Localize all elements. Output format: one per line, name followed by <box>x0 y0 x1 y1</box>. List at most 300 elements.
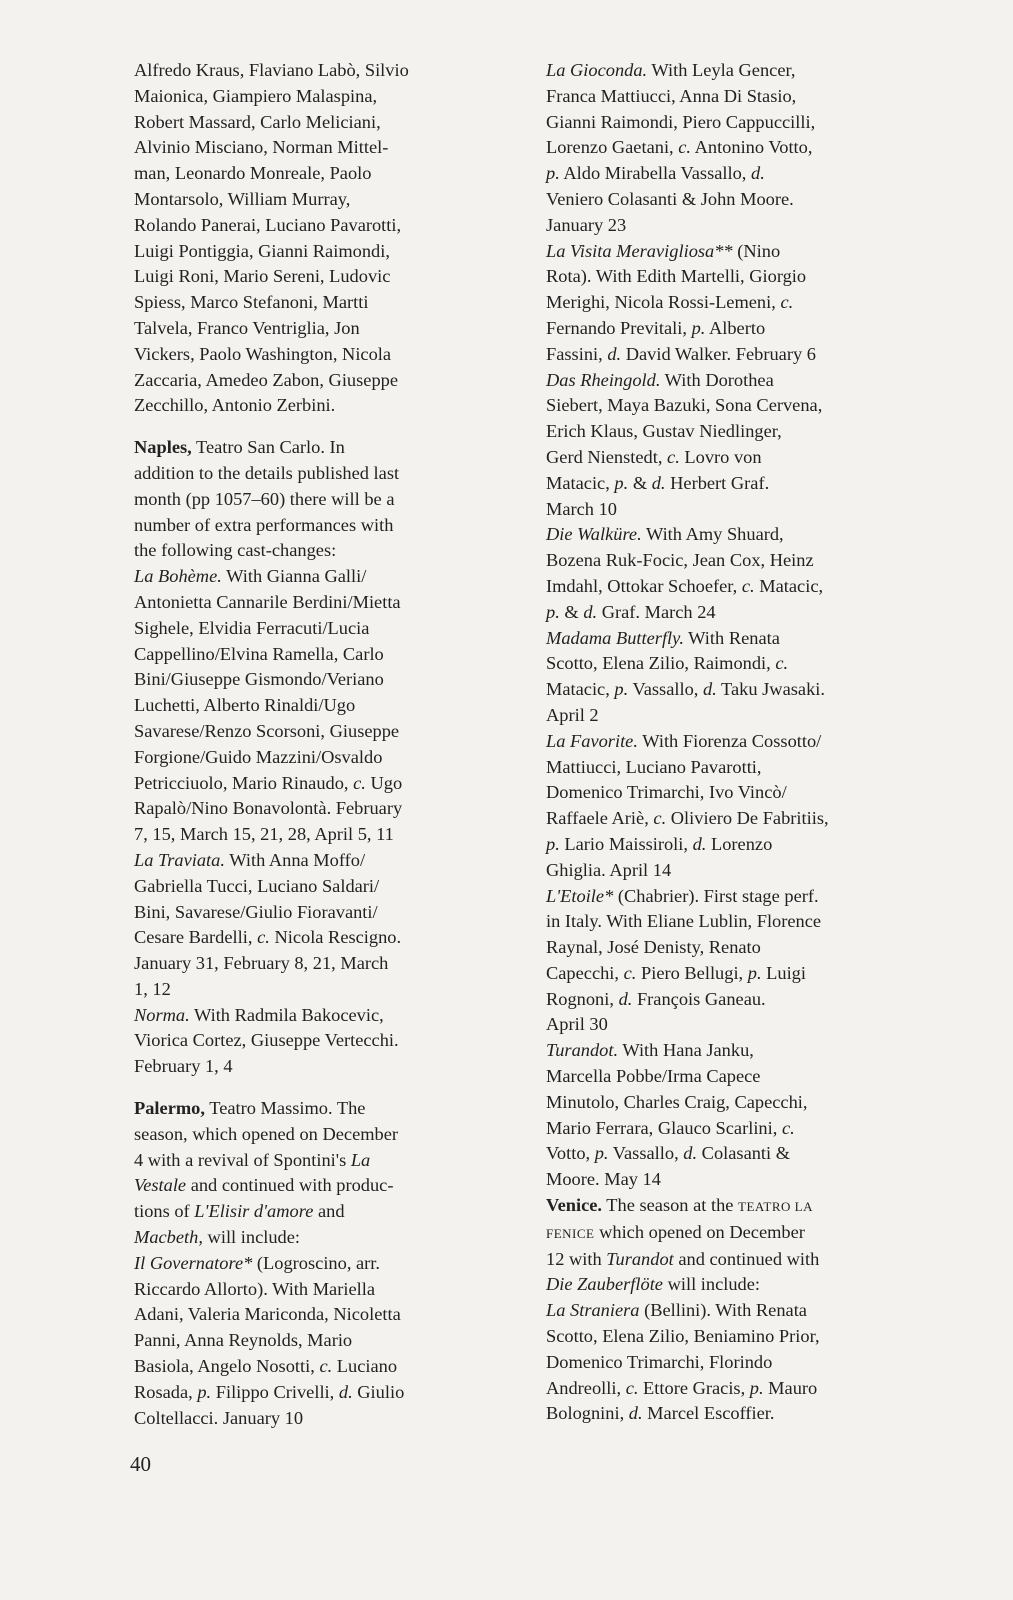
page-number: 40 <box>130 1452 151 1476</box>
italic-run: L'Elisir d'amore <box>194 1201 314 1222</box>
text-run: 4 with a revival of Spontini's <box>134 1149 351 1170</box>
text-line <box>546 1324 936 1350</box>
text-run: Fernando Previtali, <box>546 317 692 338</box>
text-run: Capecchi, <box>546 962 624 983</box>
text-run: Teatro Massimo. The <box>204 1098 366 1119</box>
text-run: Scotto, Elena Zilio, Beniamino Prior, <box>546 1326 820 1347</box>
text-line <box>134 1028 524 1054</box>
text-line <box>134 822 524 848</box>
text-run: With Renata <box>683 627 780 648</box>
text-line <box>134 1251 524 1277</box>
text-line <box>546 1247 936 1273</box>
text-line <box>134 564 524 590</box>
italic-run: La Traviata. <box>134 849 225 870</box>
text-run: Lorenzo <box>706 833 773 854</box>
bold-heading: Naples, <box>134 437 192 458</box>
italic-run: c. <box>775 653 789 674</box>
text-run: season, which opened on December <box>134 1123 399 1144</box>
text-line <box>134 874 524 900</box>
italic-run: p. <box>747 962 762 983</box>
text-line <box>546 1167 936 1193</box>
text-run: February 1, 4 <box>134 1056 233 1077</box>
text-run: Viorica Cortez, Giuseppe Vertecchi. <box>134 1030 399 1051</box>
text-run: With Hana Janku, <box>618 1040 754 1061</box>
italic-run: p. <box>546 601 560 622</box>
text-run: & <box>559 601 584 622</box>
italic-run: p. <box>614 679 629 700</box>
text-line <box>546 342 936 368</box>
text-run: Lovro von <box>679 446 762 467</box>
text-run: Talvela, Franco Ventriglia, Jon <box>134 317 360 338</box>
paragraph <box>134 435 524 1080</box>
small-caps-run: TEATRO LA <box>738 1199 813 1215</box>
text-run: With Amy Shuard, <box>641 524 784 545</box>
text-line <box>134 951 524 977</box>
text-run: Rapalò/Nino Bonavolontà. February <box>134 798 403 819</box>
text-line <box>546 1376 936 1402</box>
italic-run: Madama Butterfly. <box>546 627 684 648</box>
text-line <box>134 1354 524 1380</box>
text-run: Rota). With Edith Martelli, Giorgio <box>546 266 807 287</box>
text-line <box>134 925 524 951</box>
text-run: Alfredo Kraus, Flaviano Labò, Silvio <box>134 60 409 80</box>
text-line <box>134 161 524 187</box>
text-line <box>134 616 524 642</box>
text-run: number of extra performances with <box>134 514 394 535</box>
text-run: Aldo Mirabella Vassallo, <box>559 163 752 184</box>
text-run: Adani, Valeria Mariconda, Nicoletta <box>134 1304 401 1325</box>
text-line <box>546 1401 936 1427</box>
text-run: tions of <box>134 1201 195 1222</box>
text-line <box>134 745 524 771</box>
text-line <box>134 290 524 316</box>
text-run: will include: <box>662 1274 761 1295</box>
text-run: Alberto <box>705 317 766 338</box>
right-column <box>546 58 936 1443</box>
text-line <box>134 110 524 136</box>
text-run: 1, 12 <box>134 978 171 999</box>
text-line <box>134 848 524 874</box>
text-run: Zaccaria, Amedeo Zabon, Giuseppe <box>134 369 398 390</box>
text-line <box>546 626 936 652</box>
text-run: Forgione/Guido Mazzini/Osvaldo <box>134 746 383 767</box>
text-line <box>546 703 936 729</box>
text-line <box>134 187 524 213</box>
italic-run: c. <box>780 292 794 313</box>
italic-run: d. <box>338 1381 353 1402</box>
text-run: Lario Maissiroli, <box>559 833 693 854</box>
text-line <box>134 239 524 265</box>
text-run: month (pp 1057–60) there will be a <box>134 488 395 509</box>
text-run: Domenico Trimarchi, Ivo Vincò/ <box>546 782 787 803</box>
italic-run: c. <box>653 808 667 829</box>
italic-run: p. <box>546 163 560 184</box>
text-line <box>546 368 936 394</box>
text-run: Piero Bellugi, <box>636 962 748 983</box>
text-run: Robert Massard, Carlo Meliciani, <box>134 111 381 132</box>
text-run: Luchetti, Alberto Rinaldi/Ugo <box>134 695 356 716</box>
text-run: Ettore Gracis, <box>638 1377 750 1398</box>
text-line <box>134 58 524 84</box>
text-line <box>134 1406 524 1432</box>
text-run: Scotto, Elena Zilio, Raimondi, <box>546 653 776 674</box>
text-line <box>546 471 936 497</box>
text-line <box>134 1173 524 1199</box>
text-line <box>546 909 936 935</box>
text-line <box>134 435 524 461</box>
text-run: François Ganeau. <box>632 988 766 1009</box>
text-run: Erich Klaus, Gustav Niedlinger, <box>546 421 782 442</box>
text-line <box>546 1038 936 1064</box>
text-line <box>546 1298 936 1324</box>
text-line <box>546 858 936 884</box>
text-run: Graf. March 24 <box>597 601 716 622</box>
italic-run: c. <box>257 927 270 948</box>
text-line <box>134 393 524 419</box>
text-run: Domenico Trimarchi, Florindo <box>546 1351 773 1372</box>
text-line <box>134 1096 524 1122</box>
italic-run: c. <box>678 137 692 158</box>
text-line <box>546 1220 936 1247</box>
text-line <box>134 667 524 693</box>
text-line <box>546 497 936 523</box>
italic-run: Die Walküre. <box>546 524 642 545</box>
text-run: Savarese/Renzo Scorsoni, Giuseppe <box>134 720 400 741</box>
text-run: Raffaele Ariè, <box>546 808 654 829</box>
text-run: 12 with <box>546 1248 607 1269</box>
italic-run: d. <box>683 1143 698 1164</box>
text-run: With Anna Moffo/ <box>224 849 366 870</box>
text-run: & <box>628 472 652 493</box>
text-line <box>546 755 936 781</box>
text-run: Petricciuolo, Mario Rinaudo, <box>134 772 354 793</box>
text-run: Alvinio Misciano, Norman Mittel- <box>134 137 389 158</box>
text-run: March 10 <box>546 498 617 519</box>
text-line <box>134 342 524 368</box>
text-run: Bolognini, <box>546 1403 629 1424</box>
text-run: Ugo <box>365 772 403 793</box>
text-run: Filippo Crivelli, <box>211 1381 339 1402</box>
text-run: Luigi Roni, Mario Sereni, Ludovic <box>134 266 391 287</box>
italic-run: d. <box>692 833 707 854</box>
italic-run: Die Zauberflöte <box>546 1274 663 1295</box>
text-line <box>546 161 936 187</box>
text-run: the following cast-changes: <box>134 540 337 561</box>
bold-heading: Palermo, <box>134 1098 205 1119</box>
text-run: Gabriella Tucci, Luciano Saldari/ <box>134 875 380 896</box>
text-run: in Italy. With Eliane Lublin, Florence <box>546 911 822 932</box>
italic-run: Turandot. <box>546 1040 619 1061</box>
text-line <box>546 600 936 626</box>
text-line <box>546 780 936 806</box>
italic-run: La Gioconda. <box>546 60 648 80</box>
italic-run: Turandot <box>606 1248 674 1269</box>
italic-run: c. <box>319 1356 333 1377</box>
text-run: Rognoni, <box>546 988 619 1009</box>
text-line <box>546 290 936 316</box>
text-run: April 2 <box>546 704 599 725</box>
text-run: Oliviero De Fabritiis, <box>666 808 829 829</box>
text-run: Taku Jwasaki. <box>716 679 825 700</box>
text-line <box>546 135 936 161</box>
text-run: The season at the <box>602 1195 739 1216</box>
text-run: (Chabrier). First stage perf. <box>613 885 819 906</box>
text-run: Coltellacci. January 10 <box>134 1407 304 1428</box>
italic-run: d. <box>583 601 598 622</box>
text-run: Franca Mattiucci, Anna Di Stasio, <box>546 85 797 106</box>
text-run: Zecchillo, Antonio Zerbini. <box>134 395 336 416</box>
text-run: Vassallo, <box>608 1143 684 1164</box>
text-run: Panni, Anna Reynolds, Mario <box>134 1330 353 1351</box>
text-run: Sighele, Elvidia Ferracuti/Lucia <box>134 617 370 638</box>
text-line <box>546 1012 936 1038</box>
text-line <box>546 445 936 471</box>
text-run: Matacic, <box>546 472 615 493</box>
text-line <box>546 884 936 910</box>
text-run: Matacic, <box>546 679 615 700</box>
text-line <box>546 1141 936 1167</box>
text-line <box>546 548 936 574</box>
italic-run: Norma. <box>134 1004 190 1025</box>
italic-run: c. <box>781 1117 795 1138</box>
text-line <box>134 1054 524 1080</box>
bold-heading: Venice. <box>546 1195 603 1216</box>
text-run: Raynal, José Denisty, Renato <box>546 937 761 958</box>
text-line <box>134 771 524 797</box>
text-line <box>134 135 524 161</box>
text-run: Minutolo, Charles Craig, Capecchi, <box>546 1091 808 1112</box>
text-line <box>546 522 936 548</box>
text-run: With Fiorenza Cossotto/ <box>637 730 822 751</box>
text-run: Antonietta Cannarile Berdini/Mietta <box>134 591 401 612</box>
text-run: Siebert, Maya Bazuki, Sona Cervena, <box>546 395 823 416</box>
text-line <box>546 961 936 987</box>
text-line <box>546 239 936 265</box>
italic-run: L'Etoile* <box>546 885 614 906</box>
text-line <box>546 651 936 677</box>
text-run: Vassallo, <box>628 679 703 700</box>
text-line <box>134 719 524 745</box>
text-run: Mattiucci, Luciano Pavarotti, <box>546 756 762 777</box>
text-line <box>546 419 936 445</box>
text-run: (Nino <box>732 240 781 261</box>
text-run: Montarsolo, William Murray, <box>134 188 351 209</box>
text-line <box>546 935 936 961</box>
italic-run: Il Governatore* <box>134 1252 253 1273</box>
text-run: (Logroscino, arr. <box>252 1252 381 1273</box>
text-run: January 31, February 8, 21, March <box>134 953 389 974</box>
text-run: With Leyla Gencer, <box>647 60 796 80</box>
text-line <box>134 213 524 239</box>
text-line <box>546 1090 936 1116</box>
text-run: Lorenzo Gaetani, <box>546 137 679 158</box>
text-line <box>134 590 524 616</box>
italic-run: d. <box>751 163 765 184</box>
italic-run: c. <box>741 575 755 596</box>
text-line <box>134 1225 524 1251</box>
small-caps-run: FENICE <box>546 1225 595 1241</box>
text-line <box>546 110 936 136</box>
text-run: With Gianna Galli/ <box>221 566 367 587</box>
text-run: Gianni Raimondi, Piero Cappuccilli, <box>546 111 816 132</box>
italic-run: d. <box>628 1403 643 1424</box>
text-line <box>134 900 524 926</box>
italic-run: p. <box>749 1377 764 1398</box>
text-run: and continued with <box>673 1248 820 1269</box>
italic-run: Das Rheingold. <box>546 369 661 390</box>
text-line <box>546 187 936 213</box>
text-run: Merighi, Nicola Rossi-Lemeni, <box>546 292 781 313</box>
italic-run: c. <box>353 772 366 793</box>
text-run: Spiess, Marco Stefanoni, Martti <box>134 292 369 313</box>
text-run: Luigi <box>761 962 806 983</box>
text-run: Nicola Rescigno. <box>269 927 402 948</box>
text-run: April 30 <box>546 1014 608 1035</box>
text-line <box>546 1193 936 1220</box>
text-run: Mario Ferrara, Glauco Scarlini, <box>546 1117 782 1138</box>
italic-run: La Favorite. <box>546 730 638 751</box>
italic-run: p. <box>691 317 706 338</box>
text-line <box>546 264 936 290</box>
text-line <box>134 316 524 342</box>
text-line <box>134 796 524 822</box>
text-line <box>134 461 524 487</box>
text-line <box>134 84 524 110</box>
text-run: Luigi Pontiggia, Gianni Raimondi, <box>134 240 390 261</box>
text-line <box>134 487 524 513</box>
italic-run: d. <box>607 343 622 364</box>
text-run: Fassini, <box>546 343 608 364</box>
text-line <box>134 977 524 1003</box>
italic-run: p. <box>197 1381 212 1402</box>
text-line <box>546 729 936 755</box>
text-line <box>546 1064 936 1090</box>
text-line <box>134 368 524 394</box>
paragraph <box>134 58 524 419</box>
text-run: Bini/Giuseppe Gismondo/Veriano <box>134 669 384 690</box>
text-run: 7, 15, March 15, 21, 28, April 5, 11 <box>134 824 394 845</box>
italic-run: d. <box>702 679 717 700</box>
italic-run: La <box>350 1149 371 1170</box>
text-run: will include: <box>202 1227 300 1248</box>
text-line <box>546 677 936 703</box>
text-run: Cesare Bardelli, <box>134 927 258 948</box>
text-line <box>134 1302 524 1328</box>
text-run: Marcel Escoffier. <box>642 1403 775 1424</box>
italic-run: c. <box>667 446 680 467</box>
text-run: and continued with produc- <box>186 1175 394 1196</box>
italic-run: p. <box>546 833 560 854</box>
text-run: Colasanti & <box>697 1143 791 1164</box>
text-line <box>546 316 936 342</box>
italic-run: La Straniera <box>546 1300 640 1321</box>
italic-run: d. <box>618 988 633 1009</box>
text-line <box>546 393 936 419</box>
italic-run: Vestale <box>134 1175 187 1196</box>
text-line <box>134 1003 524 1029</box>
text-line <box>546 1116 936 1142</box>
text-run: Marcella Pobbe/Irma Capece <box>546 1066 761 1087</box>
text-line <box>546 1350 936 1376</box>
text-run: David Walker. February 6 <box>621 343 816 364</box>
italic-run: c. <box>625 1377 639 1398</box>
text-line <box>134 538 524 564</box>
text-run: Giulio <box>352 1381 405 1402</box>
text-run: Bozena Ruk-Focic, Jean Cox, Heinz <box>546 550 814 571</box>
text-run: addition to the details published last <box>134 462 400 483</box>
text-line <box>546 832 936 858</box>
text-run: Rolando Panerai, Luciano Pavarotti, <box>134 214 402 235</box>
text-run: Antonino Votto, <box>691 137 813 158</box>
text-run: Cappellino/Elvina Ramella, Carlo <box>134 643 384 664</box>
text-run: Rosada, <box>134 1381 198 1402</box>
text-line <box>134 642 524 668</box>
italic-run: p. <box>614 472 629 493</box>
text-line <box>546 84 936 110</box>
text-line <box>134 1148 524 1174</box>
text-run: which opened on December <box>594 1221 805 1242</box>
text-run: Imdahl, Ottokar Schoefer, <box>546 575 742 596</box>
italic-run: p. <box>594 1143 609 1164</box>
text-run: Herbert Graf. <box>665 472 770 493</box>
left-column <box>134 58 524 1447</box>
text-run: Moore. May 14 <box>546 1169 661 1190</box>
text-run: man, Leonardo Monreale, Paolo <box>134 163 372 184</box>
text-line <box>134 513 524 539</box>
text-run: January 23 <box>546 214 627 235</box>
italic-run: Macbeth, <box>134 1227 203 1248</box>
italic-run: La Bohème. <box>134 566 222 587</box>
text-run: Votto, <box>546 1143 595 1164</box>
text-line <box>134 1277 524 1303</box>
text-run: Matacic, <box>754 575 824 596</box>
italic-run: La Visita Meravigliosa** <box>546 240 733 261</box>
text-line <box>546 58 936 84</box>
text-line <box>134 264 524 290</box>
text-line <box>134 1380 524 1406</box>
text-line <box>546 213 936 239</box>
text-run: With Radmila Bakocevic, <box>189 1004 384 1025</box>
text-line <box>546 806 936 832</box>
italic-run: c. <box>623 962 637 983</box>
text-run: Veniero Colasanti & John Moore. <box>546 188 794 209</box>
text-run: Basiola, Angelo Nosotti, <box>134 1356 320 1377</box>
text-run: Gerd Nienstedt, <box>546 446 668 467</box>
text-run: Mauro <box>763 1377 818 1398</box>
italic-run: d. <box>651 472 666 493</box>
text-run: and <box>313 1201 345 1222</box>
text-line <box>134 1328 524 1354</box>
text-run: Bini, Savarese/Giulio Fioravanti/ <box>134 901 378 922</box>
text-line <box>134 1199 524 1225</box>
text-run: Luciano <box>332 1356 398 1377</box>
text-run: Ghiglia. April 14 <box>546 859 672 880</box>
text-run: (Bellini). With Renata <box>639 1300 807 1321</box>
paragraph <box>546 58 936 1427</box>
text-run: Riccardo Allorto). With Mariella <box>134 1278 375 1299</box>
text-line <box>134 1122 524 1148</box>
text-line <box>546 987 936 1013</box>
text-run: Teatro San Carlo. In <box>191 437 345 458</box>
text-run: Andreolli, <box>546 1377 626 1398</box>
text-line <box>546 1272 936 1298</box>
text-line <box>546 574 936 600</box>
text-run: Maionica, Giampiero Malaspina, <box>134 85 378 106</box>
text-line <box>134 693 524 719</box>
paragraph <box>134 1096 524 1431</box>
text-run: With Dorothea <box>660 369 774 390</box>
text-run: Vickers, Paolo Washington, Nicola <box>134 343 392 364</box>
